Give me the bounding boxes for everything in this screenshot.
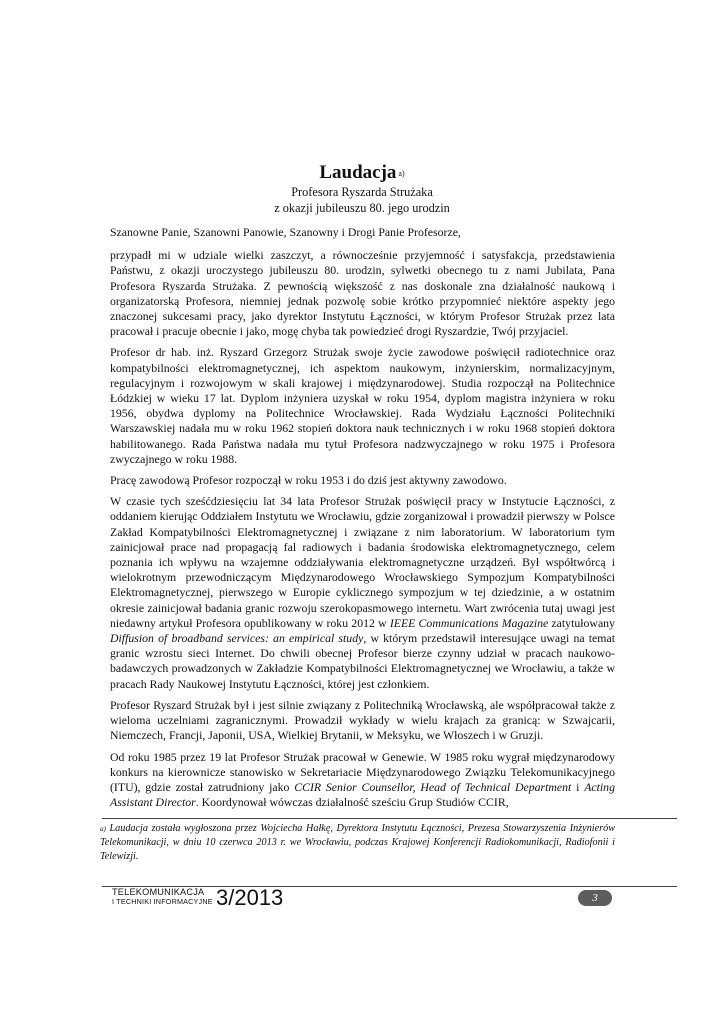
paragraph-5: Profesor Ryszard Strużak był i jest silnie związany z Politechniką Wrocławską, ale współpracował także z wieloma uczelniami zagranicznymi. Prowadził wykłady w wielu krajach za granicą: w Szwajcarii, Niemczech, Francji, Japonii, USA, Wielkiej Brytanii, w Meksyku, we Włoszech i w Gruzji. bbox=[110, 697, 615, 743]
greeting: Szanowne Panie, Szanowni Panowie, Szanowny i Drogi Panie Profesorze, bbox=[110, 225, 461, 239]
journal-name-footer bbox=[112, 887, 213, 907]
paragraph-4 bbox=[110, 494, 615, 692]
title-footnote-marker: a) bbox=[398, 169, 405, 178]
footnote-text: Laudacja została wygłoszona przez Wojciecha Hałkę, Dyrektora Instytutu Łączności, Prezesa Stowarzyszenia Inżynierów Telekomunikacji, w dniu 10 czerwca 2013 r. we Wrocławiu, podczas Krajowej Konferencji Radiokomunikacji, Radiofonii i Telewizji. bbox=[100, 823, 615, 862]
footnote bbox=[100, 822, 615, 864]
article-body bbox=[110, 225, 615, 816]
page-number-badge: 3 bbox=[578, 890, 612, 906]
paragraph-6-text-b: i bbox=[571, 779, 585, 794]
paragraph-4-text: W czasie tych sześćdziesięciu lat 34 lata Profesor Strużak poświęcił pracy w Instytucie Łączności, z oddaniem kierując Oddziałem Instytutu we Wrocławiu, gdzie zorganizował i prowadził pierwszy w Polsce Zakład Kompatybilności Elektromagnetycznej i związane z nim laboratorium. W laboratorium tym zainicjował prace nad propagacją fal radiowych i badania środowiska elektromagnetycznego, celem poznania ich wpływu na wzajemne oddziaływania elektromagnetyczne urządzeń. Był współtwórcą i wielokrotnym przewodniczącym Międzynarodowego Wrocławskiego Sympozjum Kompatybilności Elektromagnetycznej, pierwszego w Europie cyklicznego sympozjum w tej dziedzinie, a w ostatnim okresie zainicjował badania granic rozwoju szerokopasmowego internetu. Wart zwrócenia tutaj uwagi jest niedawny artykuł Profesora opublikowany w roku 2012 w bbox=[110, 494, 615, 630]
footnote-divider bbox=[102, 818, 677, 819]
article-title: Diffusion of broadband services: an empirical study bbox=[110, 631, 364, 646]
subtitle-line-2: z okazji jubileuszu 80. jego urodzin bbox=[274, 201, 450, 215]
paragraph-6 bbox=[110, 750, 615, 811]
journal-line-2: I TECHNIKI INFORMACYJNE bbox=[112, 897, 213, 906]
page-title bbox=[0, 162, 724, 184]
paragraph-6-text: Od roku 1985 przez 19 lat Profesor Strużak pracował w Genewie. W 1985 roku wygrał międzynarodowy konkurs na kierownicze stanowisko w Sekretariacie Międzynarodowego Związku Telekomunikacyjnego (ITU), gdzie został zatrudniony jako bbox=[110, 749, 615, 794]
paragraph-3: Pracę zawodową Profesor rozpoczął w roku 1953 i do dziś jest aktywny zawodowo. bbox=[110, 473, 507, 488]
paragraph-1: przypadł mi w udziale wielki zaszczyt, a równocześnie przyjemność i satysfakcja, przedstawienia Państwu, z okazji uroczystego jubileuszu 80. urodzin, sylwetki obecnego tu z nami Jubilata, Pana Profesora Ryszarda Strużaka. Z pewnością większość z nas doskonale zna działalność naukową i organizatorską Profesora, niemniej jednak pozwolę sobie krótko przypomnieć niektóre aspekty jego znaczonej sukcesami pracy, jako dyrektor Instytutu Łączności, w którym Profesor Strużak przez lata pracował i pracuje obecnie i jako, mogę chyba tak powiedzieć drogi Ryszardzie, Twój przyjaciel. bbox=[110, 248, 615, 339]
subtitle-line-1: Profesora Ryszarda Strużaka bbox=[291, 185, 433, 199]
paragraph-2: Profesor dr hab. inż. Ryszard Grzegorz Strużak swoje życie zawodowe poświęcił radiotechnice oraz kompatybilności elektromagnetycznej, ich aspektom naukowym, inżynierskim, normalizacyjnym, regulacyjnym i rozwojowym w skali krajowej i międzynarodowej. Studia rozpoczął na Politechnice Łódzkiej w wieku 17 lat. Dyplom inżyniera uzyskał w roku 1954, dyplom magistra inżyniera w roku 1956, obydwa dyplomy na Politechnice Wrocławskiej. Rada Wydziału Łączności Politechniki Warszawskiej nadała mu w roku 1962 stopień doktora nauk technicznych i w roku 1968 stopień doktora habilitowanego. Rada Państwa nadała mu tytuł Profesora nadzwyczajnego w roku 1975 i Profesora zwyczajnego w roku 1988. bbox=[110, 345, 615, 466]
title-text: Laudacja bbox=[319, 162, 397, 183]
issue-number: 3/2013 bbox=[216, 885, 284, 910]
paragraph-6-text-c: . Koordynował wówczas działalność sześciu Grup Studiów CCIR, bbox=[195, 795, 509, 810]
journal-name: IEEE Communications Magazine bbox=[389, 615, 549, 630]
role-title-2: Acting Assistant Director bbox=[110, 779, 615, 810]
paragraph-4-text-b: zatytułowany bbox=[548, 615, 615, 630]
footnote-marker: a) bbox=[100, 825, 106, 833]
paragraph-4-text-c: , w którym przedstawił interesujące uwagi na temat granic wzrostu sieci Internet. Do chwili obecnej Profesor bierze czynny udział w pracach naukowo-badawczych prowadzonych w Zakładzie Kompatybilności Elektromagnetycznej we Wrocławiu, a także w pracach Rady Naukowej Instytutu Łączności, której jest członkiem. bbox=[110, 631, 615, 691]
title-block bbox=[0, 162, 724, 216]
role-title-1: CCIR Senior Counsellor, Head of Technical Department bbox=[294, 779, 572, 794]
journal-line-1: TELEKOMUNIKACJA bbox=[112, 887, 205, 897]
